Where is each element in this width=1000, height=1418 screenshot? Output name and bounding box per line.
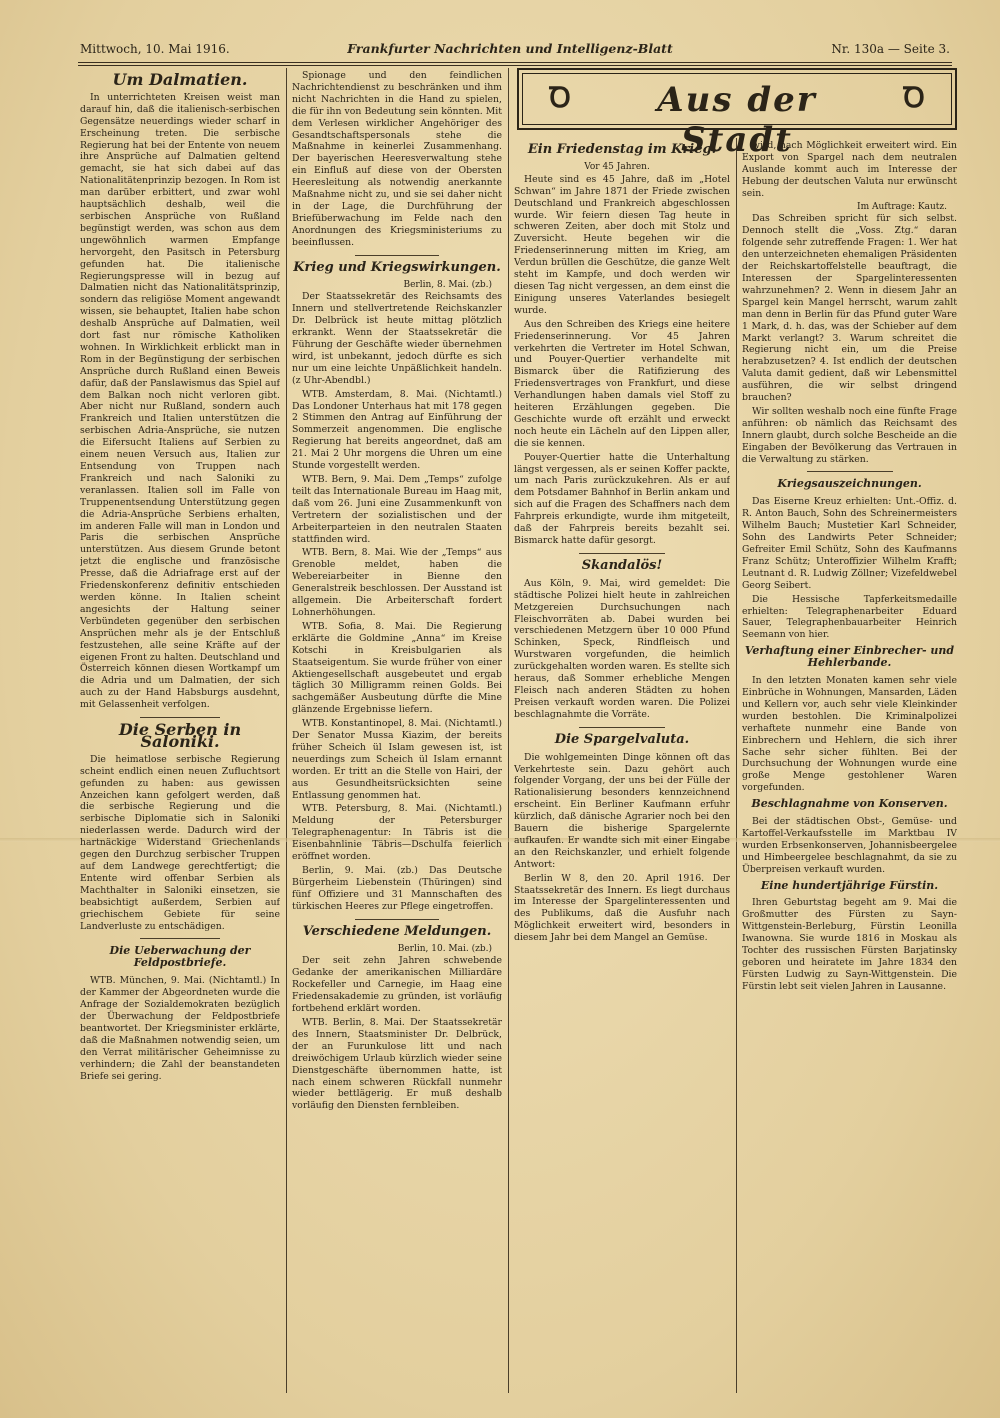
separator: [355, 255, 439, 256]
headline-fuerstin: Eine hundertjährige Fürstin.: [760, 878, 939, 892]
headline-einbrecher: Verhaftung einer Einbrecher- und Hehlerbande.: [744, 644, 955, 670]
article-einbrecher: In den letzten Monaten kamen sehr viele Einbrüche in Wohnungen, Mansarden, Läden und Kellern vor, auch sehr viele Kleinkinder wurden bestohlen. Die Kriminalpolizei verhaftete nunmehr eine Bande von Einbrechern und Hehlern, die sich ihrer Sache sehr sicher fühlten. Bei der Durchsuchung der Wohnungen wurde eine große Menge gestohlener Waren vorgefunden.: [742, 675, 957, 794]
separator: [140, 938, 220, 939]
signature: Im Auftrage: Kautz.: [857, 201, 947, 212]
news-item: Berlin, 9. Mai. (zb.) Das Deutsche Bürgerheim Liebenstein (Thüringen) sind fünf Offiziere und 31 Mannschaften des türkischen Heeres zur Pflege eingetroffen.: [292, 865, 502, 912]
headline-spargelvaluta: Die Spargelvaluta.: [554, 731, 690, 747]
news-item: Der Staatssekretär des Reichsamts des Innern und stellvertretende Reichskanzler Dr. Delbrück ist heute mittag plötzlich erkrankt. Wenn der Staatssekretär die Führung der Geschäfte wieder übernehmen wird, ist unbekannt, jedoch dürfte es sich nur um eine leichte Unpäßlichkeit handeln. (z Uhr-Abendbl.): [292, 291, 502, 386]
news-item: WTB. Konstantinopel, 8. Mai. (Nichtamtl.) Der Senator Mussa Kiazim, der bereits früher Scheich ül Islam gewesen ist, ist neuerdings zum Scheich ül Islam ernannt worden. Er tritt an die Stelle von Hairi, der aus Gesundheitsrücksichten seine Entlassung genommen hat.: [292, 718, 502, 801]
news-item: WTB. Petersburg, 8. Mai. (Nichtamtl.) Meldung der Petersburger Telegraphenagentur: In Täbris ist die Eisenbahnlinie Täbris—Dschulfa feierlich eröffnet worden.: [292, 803, 502, 863]
article-spargelvaluta-letter: Berlin W 8, den 20. April 1916. Der Staatssekretär des Innern. Es liegt durchaus im Interesse der Spargelinteressenten und des Publikums, daß die Ausfuhr nach Möglichkeit erweitert wird, besonders in diesem Jahr bei dem Mangel an Gemüse.: [514, 872, 730, 944]
ornament-left-icon: Ꝺ: [549, 81, 571, 114]
headline-serben-saloniki: Die Serben in Saloniki.: [118, 720, 242, 751]
article-spargelvaluta: Die wohlgemeinten Dinge können oft das Verkehrteste sein. Dazu gehört auch folgender Vorgang, der uns bei der Fülle der Rationalisierung besonders kennzeichnend erscheint. Ein Berliner Kaufmann erfuhr kürzlich, daß dänische Agrarier noch bei den Bauern die bisherige Spargelernte aufkaufen. Er wandte sich mit einer Eingabe an den Reichskanzler, und erhielt folgende Antwort:: [514, 751, 730, 870]
headline-friedenstag: Ein Friedenstag im Krieg.: [527, 142, 717, 157]
article-spargel-continuation: wird, nach Möglichkeit erweitert wird. Ein Export von Spargel nach dem neutralen Auslande kommt auch im Interesse der Hebung der deutschen Valuta nur erwünscht sein.: [742, 140, 957, 199]
article-fuerstin: Ihren Geburtstag begeht am 9. Mai die Großmutter des Fürsten zu Sayn-Wittgenstein-Berleburg, Fürstin Leonilla Iwanowna. Sie wurde 1816 in Moskau als Tochter des russischen Fürsten Barjatinsky geboren und heiratete im Jahre 1834 den Fürsten Ludwig zu Sayn-Wittgenstein. Die Fürstin lebt seit vielen Jahren in Lausanne.: [742, 897, 957, 992]
article-feldpostbriefe: WTB. München, 9. Mai. (Nichtamtl.) In der Kammer der Abgeordneten wurde die Anfrage der Sozialdemokraten bezüglich der Überwachung der Feldpostbriefe beantwortet. Der Kriegsminister erklärte, daß die Maßnahmen notwendig seien, um den Verrat militärischer Geheimnisse zu verhindern; die Zahl der beanstandeten Briefe sei gering.: [80, 975, 280, 1082]
separator: [807, 471, 893, 472]
article-friedenstag-2: Aus den Schreiben des Kriegs eine heitere Friedenserinnerung. Vor 45 Jahren verkehrten die Vertreter im Hotel Schwan, und Pouyer-Quertier verhandelte mit Bismarck über die Ratifizierung des Friedensvertrages von Frankfurt, und diese Verhandlungen haben damals viel Stoff zu heiteren Erzählungen gegeben. Die Geschichte wurde oft erzählt und erweckt noch heute ein Lächeln auf den Lippen aller, die sie kennen.: [514, 318, 730, 449]
headline-dalmatien: Um Dalmatien.: [112, 70, 248, 89]
news-item: Der seit zehn Jahren schwebende Gedanke der amerikanischen Milliardäre Rockefeller und Carnegie, im Haag eine Friedensakademie zu gründen, ist vorläufig fortbehend erklärt worden.: [292, 955, 502, 1015]
section-title: Aus der Stadt: [657, 80, 817, 160]
headline-meldungen: Verschiedene Meldungen.: [302, 923, 492, 939]
column-rule-2: [508, 68, 509, 1393]
article-tapferkeitsmedaille: Die Hessische Tapferkeitsmedaille erhielten: Telegraphenarbeiter Eduard Sauer, Telegraphenbauarbeiter Heinrich Seemann von hier.: [742, 593, 957, 641]
header-date: Mittwoch, 10. Mai 1916.: [80, 42, 230, 56]
article-friedenstag: Heute sind es 45 Jahre, daß im „Hotel Schwan“ im Jahre 1871 der Friede zwischen Deutschland und Frankreich abgeschlossen wurde. Wir feiern diesen Tag heute in schweren Zeiten, aber doch mit Stolz und Zuversicht. Heute begehen wir die Friedenserinnerung mitten im Krieg, am Verdun brüllen die Geschütze, die ganze Welt steht im Kampfe, und doch werden wir diesen Tag nicht vergessen, an dem einst die Einigung unseres Vaterlandes besiegelt wurde.: [514, 173, 730, 316]
separator: [355, 919, 439, 920]
header-rule-2: [78, 65, 952, 66]
headline-auszeichnungen: Kriegsauszeichnungen.: [777, 477, 922, 491]
separator: [140, 717, 220, 718]
article-spargel-questions: Das Schreiben spricht für sich selbst. Dennoch stellt die „Voss. Ztg.“ daran folgende sehr zutreffende Fragen: 1. Wer hat den unterzeichneten ehemaligen Präsidenten der Reichskartoffelstelle beauftragt, die Interessen der Spargelinteressenten wahrzunehmen? 2. Wenn in diesem Jahr an Spargel kein Mangel herrscht, warum zahlt man denn in Berlin für das Pfund guter Ware 1 Mark, d. h. das, was der Schieber auf dem Markt verlangt? 3. Warum schreitet die Regierung nicht ein, um die Preise herabzusetzen? 4. Ist endlich der deutschen Valuta damit gedient, daß wir Lebensmittel ausführen, die wir selbst dringend brauchen?: [742, 213, 957, 404]
headline-konserven: Beschlagnahme von Konserven.: [751, 797, 948, 811]
header-masthead: Frankfurter Nachrichten und Intelligenz-Blatt: [347, 41, 673, 56]
column-1: [80, 70, 280, 1390]
subheadline: Vor 45 Jahren.: [584, 161, 650, 172]
article-serben-saloniki: Die heimatlose serbische Regierung scheint endlich einen neuen Zufluchtsort gefunden zu haben: aus gewissen Anzeichen kann gefolgert werden, daß die serbische Regierung und die serbische Diplomatie sich in Saloniki niederlassen werde. Dadurch wird der hartnäckige Widerstand Griechenlands gegen den Durchzug serbischer Truppen auf dem Landwege gerechtfertigt; die Entente wird offenbar Serbien als Machthalter in Saloniki einsetzen, sie beabsichtigt außerdem, Serbien auf griechischem Gebiete für seine Landverluste zu entschädigen.: [80, 753, 280, 932]
article-skandaloes: Aus Köln, 9. Mai, wird gemeldet: Die städtische Polizei hielt heute in zahlreichen Metzgereien Durchsuchungen nach Fleischvorräten ab. Dabei wurden bei verschiedenen Metzgern über 10 000 Pfund Schinken, Speck, Rindfleisch und Wurstwaren vorgefunden, die heimlich zurückgehalten worden waren. Es stellte sich heraus, daß Sommer erhebliche Mengen Fleisch nach anderen Städten zu hohen Preisen verkauft worden waren. Die Polizei beschlagnahmte die Vorräte.: [514, 577, 730, 720]
page-header: [60, 38, 960, 60]
dateline: Berlin, 8. Mai. (zb.): [403, 279, 492, 290]
headline-feldpostbriefe: Die Ueberwachung der Feldpostbriefe.: [109, 944, 251, 970]
column-3: [514, 140, 730, 1390]
article-friedenstag-3: Pouyer-Quertier hatte die Unterhaltung längst vergessen, als er seinen Koffer packte, um nach Paris zurückzukehren. Als er auf dem Potsdamer Bahnhof in Berlin ankam und sich auf die Fragen des Schaffners nach dem Fahrpreis erkundigte, wurde ihm mitgeteilt, daß der Fahrpreis bereits bezahlt sei. Bismarck hatte dafür gesorgt.: [514, 451, 730, 546]
news-item: WTB. Berlin, 8. Mai. Der Staatssekretär des Innern, Staatsminister Dr. Delbrück, der an Furunkulose litt und nach dreiwöchigem Urlaub kürzlich wieder seine Dienstgeschäfte übernommen hatte, ist nach einem schweren Rückfall nunmehr wieder bettlägerig. Er muß deshalb vorläufig den Diensten fernbleiben.: [292, 1016, 502, 1112]
headline-krieg: Krieg und Kriegswirkungen.: [293, 259, 501, 275]
news-item: WTB. Sofia, 8. Mai. Die Regierung erklärte die Goldmine „Anna“ im Kreise Kotschi in Kreisbulgarien als Staatseigentum. Sie wurde früher von einer Aktiengesellschaft ausgebeutet und ergab täglich 30 Milligramm reinen Golds. Bei sachgemäßer Ausbeutung dürfte die Mine glänzende Ergebnisse liefern.: [292, 620, 502, 716]
separator: [579, 727, 665, 728]
article-dalmatien: In unterrichteten Kreisen weist man darauf hin, daß die italienisch-serbischen Gegensätze neuerdings wieder scharf in Erscheinung treten. Die serbische Regierung hat bei der Entente von neuem ihre Ansprüche auf Dalmatien geltend gemacht, sie hat sich dabei auf das Nationalitätenprinzip bezogen. In Rom ist man darüber erbittert, und zwar wohl hauptsächlich deshalb, weil die serbischen Ansprüche von Rußland begünstigt werden, was schon aus dem ungewöhnlich warmen Empfange hervorgeht, den Pasitsch in Petersburg gefunden hat. Die italienische Regierungspresse will in bezug auf Dalmatien nicht das Nationalitätsprinzip, sondern das religiöse Moment angewandt wissen, sie behauptet, Italien habe schon deshalb Ansprüche auf Dalmatien, weil dort fast nur römische Katholiken wohnen. In Wirklichkeit erblickt man in Rom in der Begünstigung der serbischen Ansprüche durch Rußland einen Beweis dafür, daß der Panslawismus das Spiel auf dem Balkan noch nicht verloren gibt. Aber nicht nur Rußland, sondern auch Frankreich und Italien unterstützen die serbischen Adria-Ansprüche, sie nutzen die Eifersucht Italiens auf Serbien zu einem neuen Versuch aus, Italien zur Entsendung von Truppen nach Frankreich und nach Saloniki zu veranlassen. Italien soll im Falle von Truppenentsendung Unterstützung gegen die Adria-Ansprüche Serbiens erhalten, im anderen Falle will man in London und Paris die serbischen Ansprüche unterstützen. Aus diesem Grunde betont jetzt die englische und französische Presse, daß die Adriafrage erst auf der Friedenskonferenz definitiv entschieden werden könne. In Italien scheint angesichts der Haltung seiner Verbündeten gegenüber den serbischen Ansprüchen mehr als je der Entschluß festzustehen, alle seine Kräfte auf der eigenen Front zu halten. Deutschland und Österreich können diesen Wortkampf um die Adria und um Dalmatien, der sich auch zu der Hand Habsburgs ausdehnt, mit Gelassenheit verfolgen.: [80, 91, 280, 711]
article-konserven: Bei der städtischen Obst-, Gemüse- und Kartoffel-Verkaufsstelle im Marktbau IV wurden Erbsenkonserven, Johannisbeergelee und Himbeergelee beschlagnahmt, da sie zu Überpreisen verkauft wurden.: [742, 816, 957, 875]
article-continuation: Spionage und den feindlichen Nachrichtendienst zu beschränken und ihm nicht Nachrichten in die Hand zu spielen, die für ihn von Bedeutung sein könnten. Mit dem Verlesen wirklicher Angehöriger des Gesandtschaftspersonals stehe die Maßnahme in keinerlei Zusammenhang. Der bayerischen Heeresverwaltung stehe ein Einfluß auf diese von der Obersten Heeresleitung als notwendig anerkannte Maßnahme nicht zu, und sie sei daher nicht in der Lage, die Durchführung der Briefüberwachung im Felde nach den Anordnungen des Kriegsministeriums zu beeinflussen.: [292, 70, 502, 248]
news-item: WTB. Amsterdam, 8. Mai. (Nichtamtl.) Das Londoner Unterhaus hat mit 178 gegen 2 Stimmen den Antrag auf Einführung der Sommerzeit angenommen. Die englische Regierung hat bereits angeordnet, daß am 21. Mai 2 Uhr morgens die Uhren um eine Stunde vorgestellt werden.: [292, 388, 502, 472]
column-4: [742, 140, 957, 1390]
separator: [579, 553, 665, 554]
news-item: WTB. Bern, 8. Mai. Wie der „Temps“ aus Grenoble meldet, haben die Webereiarbeiter in Bienne den Generalstreik beschlossen. Der Ausstand ist allgemein. Die Arbeiterschaft fordert Lohnerhöhungen.: [292, 547, 502, 618]
header-rule: [78, 62, 952, 63]
column-2: [292, 70, 502, 1390]
column-rule-1: [286, 68, 287, 1393]
ornament-right-icon: Ꝺ: [903, 81, 925, 114]
dateline: Berlin, 10. Mai. (zb.): [397, 943, 492, 954]
headline-skandaloes: Skandalös!: [581, 557, 663, 573]
article-spargel-closing: Wir sollten weshalb noch eine fünfte Frage anführen: ob nämlich das Reichsamt des Innern glaubt, durch solche Bescheide an die Eingaben der Bevölkerung das Vertrauen in die Verwaltung zu stärken.: [742, 405, 957, 465]
article-auszeichnungen: Das Eiserne Kreuz erhielten: Unt.-Offiz. d. R. Anton Bauch, Sohn des Schreinermeisters Wilhelm Bauch; Mustetier Karl Schneider, Sohn des Landwirts Peter Schneider; Gefreiter Emil Schütz, Sohn des Kaufmanns Franz Schütz; Unteroffizier Wilhelm Krafft; Leutnant d. R. Ludwig Zöllner; Vizefeldwebel Georg Seibert.: [742, 496, 957, 591]
column-rule-3: [736, 138, 737, 1393]
news-item: WTB. Bern, 9. Mai. Dem „Temps“ zufolge teilt das Internationale Bureau im Haag mit, daß vom 26. Juni eine Zusammenkunft von Vertretern der sozialistischen und der Arbeiterparteien in den neutralen Staaten stattfinden wird.: [292, 474, 502, 545]
header-page-number: Nr. 130a — Seite 3.: [831, 42, 950, 56]
